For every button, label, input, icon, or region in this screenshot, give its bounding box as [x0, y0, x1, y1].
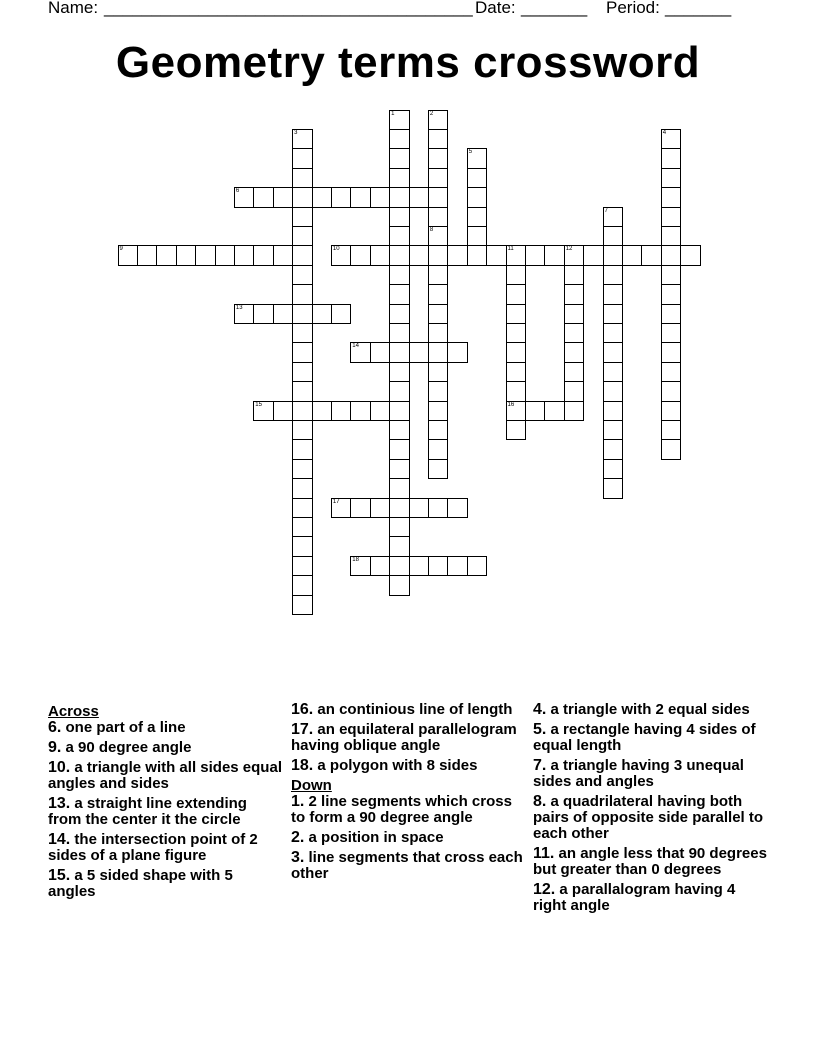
- crossword-cell[interactable]: [467, 226, 488, 247]
- crossword-cell[interactable]: [389, 148, 410, 169]
- clue-item-text: 2 line segments which cross to form a 90 degree angle: [291, 793, 512, 826]
- clue-number: 8: [429, 226, 434, 233]
- crossword-cell[interactable]: [292, 556, 313, 577]
- clue-item-text: a triangle having 3 unequal sides and angles: [533, 757, 744, 790]
- clues-column-1: [48, 702, 284, 904]
- crossword-cell[interactable]: [409, 187, 430, 208]
- crossword-cell[interactable]: [603, 478, 624, 499]
- clue-item-number: 17.: [291, 721, 314, 739]
- clue-number: 1: [391, 110, 395, 117]
- crossword-cell[interactable]: [661, 401, 682, 422]
- clue-item-number: 16.: [291, 701, 314, 718]
- crossword-cell[interactable]: [428, 439, 449, 460]
- crossword-cell[interactable]: [331, 187, 352, 208]
- crossword-cell[interactable]: [603, 323, 624, 344]
- crossword-cell[interactable]: [389, 459, 410, 480]
- crossword-cell[interactable]: [428, 110, 449, 131]
- crossword-cell[interactable]: [350, 342, 371, 363]
- clue-item: [48, 720, 284, 736]
- crossword-cell[interactable]: [506, 420, 527, 441]
- clue-item: [533, 722, 769, 754]
- crossword-cell[interactable]: [292, 420, 313, 441]
- crossword-cell[interactable]: [389, 401, 410, 422]
- crossword-cell[interactable]: [603, 207, 624, 228]
- crossword-cell[interactable]: [253, 304, 274, 325]
- clue-number: 12: [565, 246, 573, 253]
- clue-item-text: an equilateral parallelogram having oblique angle: [291, 721, 517, 754]
- clue-number: 15: [255, 401, 262, 408]
- crossword-cell[interactable]: [389, 265, 410, 286]
- crossword-cell[interactable]: [428, 187, 449, 208]
- crossword-cell[interactable]: [389, 342, 410, 363]
- crossword-cell[interactable]: [389, 245, 410, 266]
- crossword-cell[interactable]: [447, 498, 468, 519]
- crossword-cell[interactable]: [292, 595, 313, 616]
- crossword-cell[interactable]: [506, 245, 527, 266]
- crossword-cell[interactable]: [564, 284, 585, 305]
- across-heading: Across: [48, 703, 99, 720]
- clue-item-text: the intersection point of 2 sides of a plane figure: [48, 831, 258, 864]
- crossword-cell[interactable]: [292, 226, 313, 247]
- crossword-cell[interactable]: [389, 226, 410, 247]
- page-title: Geometry terms crossword: [115, 38, 701, 87]
- crossword-cell[interactable]: [603, 265, 624, 286]
- clue-item-number: 14.: [48, 831, 71, 849]
- crossword-cell[interactable]: [292, 401, 313, 422]
- clue-number: 14: [352, 343, 359, 350]
- crossword-cell[interactable]: [428, 381, 449, 402]
- crossword-cell[interactable]: [428, 323, 449, 344]
- crossword-cell[interactable]: [292, 575, 313, 596]
- crossword-cell[interactable]: [564, 381, 585, 402]
- crossword-cell[interactable]: [176, 245, 197, 266]
- crossword-cell[interactable]: [447, 245, 468, 266]
- clue-item-number: 3.: [291, 849, 305, 867]
- clue-item: [48, 832, 284, 864]
- crossword-cell[interactable]: [389, 207, 410, 228]
- crossword-cell[interactable]: [292, 536, 313, 557]
- crossword-cell[interactable]: [389, 439, 410, 460]
- crossword-cell[interactable]: [331, 498, 352, 519]
- crossword-cell[interactable]: [273, 187, 294, 208]
- clue-item-number: 8.: [533, 793, 547, 811]
- crossword-cell[interactable]: [428, 129, 449, 150]
- crossword-cell[interactable]: [661, 304, 682, 325]
- crossword-cell[interactable]: [506, 381, 527, 402]
- clue-item: [291, 722, 527, 754]
- crossword-cell[interactable]: [564, 401, 585, 422]
- crossword-cell[interactable]: [389, 168, 410, 189]
- crossword-cell[interactable]: [428, 556, 449, 577]
- clue-item-number: 9.: [48, 738, 62, 756]
- crossword-cell[interactable]: [389, 187, 410, 208]
- crossword-cell[interactable]: [389, 381, 410, 402]
- clue-item-number: 7.: [533, 757, 547, 775]
- crossword-cell[interactable]: [292, 245, 313, 266]
- crossword-cell[interactable]: [428, 148, 449, 169]
- clue-item: [533, 882, 769, 914]
- clue-item-text: a 90 degree angle: [65, 738, 192, 756]
- clue-item: [291, 794, 527, 826]
- crossword-cell[interactable]: [603, 245, 624, 266]
- crossword-cell[interactable]: [428, 401, 449, 422]
- crossword-cell[interactable]: [506, 284, 527, 305]
- clue-item-number: 11.: [533, 844, 555, 862]
- clue-item: [48, 868, 284, 900]
- crossword-cell[interactable]: [583, 245, 604, 266]
- date-field[interactable]: _______: [521, 0, 588, 17]
- crossword-cell[interactable]: [350, 245, 371, 266]
- crossword-cell[interactable]: [428, 498, 449, 519]
- crossword-cell[interactable]: [292, 284, 313, 305]
- crossword-cell[interactable]: [564, 245, 585, 266]
- crossword-cell[interactable]: [292, 498, 313, 519]
- crossword-cell[interactable]: [544, 401, 565, 422]
- crossword-cell[interactable]: [564, 265, 585, 286]
- clue-number: 16: [507, 401, 515, 408]
- crossword-cell[interactable]: [292, 478, 313, 499]
- crossword-cell[interactable]: [292, 129, 313, 150]
- crossword-cell[interactable]: [603, 226, 624, 247]
- crossword-cell[interactable]: [389, 284, 410, 305]
- crossword-cell[interactable]: [680, 245, 701, 266]
- clue-item-text: an angle less that 90 degrees but greater than 0 degrees: [533, 844, 767, 878]
- clue-item-text: a 5 sided shape with 5 angles: [48, 867, 233, 900]
- crossword-cell[interactable]: [273, 304, 294, 325]
- clue-item: [291, 702, 527, 718]
- crossword-cell[interactable]: [195, 245, 216, 266]
- crossword-cell[interactable]: [350, 401, 371, 422]
- crossword-cell[interactable]: [428, 207, 449, 228]
- clue-item-text: a triangle with all sides equal angles and sides: [48, 759, 282, 792]
- name-label: Name:: [48, 0, 99, 17]
- crossword-cell[interactable]: [428, 304, 449, 325]
- name-field[interactable]: _______________________________________: [104, 0, 473, 17]
- clue-item-text: a parallalogram having 4 right angle: [533, 880, 736, 914]
- clue-item-number: 4.: [533, 701, 547, 718]
- crossword-cell[interactable]: [292, 168, 313, 189]
- period-field[interactable]: _______: [665, 0, 732, 17]
- crossword-cell[interactable]: [350, 498, 371, 519]
- crossword-cell[interactable]: [292, 381, 313, 402]
- crossword-cell[interactable]: [234, 187, 255, 208]
- clue-item-text: line segments that cross each other: [291, 849, 523, 883]
- clue-item: [48, 740, 284, 756]
- crossword-cell[interactable]: [467, 187, 488, 208]
- crossword-cell[interactable]: [661, 187, 682, 208]
- crossword-cell[interactable]: [603, 420, 624, 441]
- crossword-cell[interactable]: [661, 168, 682, 189]
- crossword-cell[interactable]: [389, 420, 410, 441]
- crossword-cell[interactable]: [253, 245, 274, 266]
- crossword-cell[interactable]: [661, 207, 682, 228]
- clue-number: 17: [332, 498, 340, 505]
- clue-number: 6: [235, 188, 240, 195]
- clue-item-text: a quadrilateral having both pairs of opposite side parallel to each other: [533, 793, 764, 842]
- crossword-cell[interactable]: [331, 401, 352, 422]
- clue-item-number: 12.: [533, 880, 556, 898]
- crossword-cell[interactable]: [234, 245, 255, 266]
- crossword-cell[interactable]: [389, 129, 410, 150]
- clue-item-number: 2.: [291, 829, 305, 847]
- clue-item-text: a triangle with 2 equal sides: [550, 701, 750, 718]
- clue-item: [48, 796, 284, 828]
- crossword-cell[interactable]: [641, 245, 662, 266]
- crossword-cell[interactable]: [506, 401, 527, 422]
- clue-item-text: one part of a line: [65, 718, 186, 736]
- crossword-cell[interactable]: [603, 342, 624, 363]
- crossword-cell[interactable]: [506, 265, 527, 286]
- crossword-cell[interactable]: [467, 207, 488, 228]
- crossword-cell[interactable]: [370, 187, 391, 208]
- crossword-cell[interactable]: [603, 459, 624, 480]
- clue-number: 4: [662, 129, 667, 136]
- clue-item: [533, 758, 769, 790]
- clue-item-text: a straight line extending from the center it the circle: [48, 795, 247, 828]
- crossword-cell[interactable]: [389, 575, 410, 596]
- crossword-cell[interactable]: [292, 459, 313, 480]
- clue-item: [533, 794, 769, 841]
- crossword-cell[interactable]: [292, 207, 313, 228]
- crossword-cell[interactable]: [428, 265, 449, 286]
- crossword-cell[interactable]: [331, 304, 352, 325]
- clue-number: 3: [294, 129, 298, 136]
- clue-item-number: 13.: [48, 795, 71, 813]
- crossword-cell[interactable]: [467, 245, 488, 266]
- crossword-cell[interactable]: [428, 226, 449, 247]
- crossword-cell[interactable]: [331, 245, 352, 266]
- crossword-cell[interactable]: [370, 245, 391, 266]
- crossword-cell[interactable]: [312, 304, 333, 325]
- down-heading: Down: [291, 777, 332, 795]
- crossword-cell[interactable]: [234, 304, 255, 325]
- date-label: Date:: [475, 0, 516, 17]
- crossword-cell[interactable]: [370, 498, 391, 519]
- clues-column-2: [291, 702, 527, 886]
- crossword-cell[interactable]: [370, 342, 391, 363]
- crossword-cell[interactable]: [564, 304, 585, 325]
- crossword-cell[interactable]: [506, 362, 527, 383]
- crossword-cell[interactable]: [603, 362, 624, 383]
- crossword-cell[interactable]: [661, 439, 682, 460]
- clue-item-text: an continious line of length: [317, 701, 513, 718]
- crossword-cell[interactable]: [447, 342, 468, 363]
- crossword-cell[interactable]: [409, 498, 430, 519]
- crossword-cell[interactable]: [564, 323, 585, 344]
- crossword-cell[interactable]: [661, 342, 682, 363]
- clue-item: [291, 850, 527, 882]
- crossword-cell[interactable]: [661, 129, 682, 150]
- crossword-cell[interactable]: [467, 148, 488, 169]
- crossword-cell[interactable]: [273, 245, 294, 266]
- crossword-cell[interactable]: [506, 304, 527, 325]
- crossword-cell[interactable]: [215, 245, 236, 266]
- crossword-cell[interactable]: [447, 556, 468, 577]
- crossword-cell[interactable]: [292, 265, 313, 286]
- crossword-cell[interactable]: [661, 265, 682, 286]
- crossword-cell[interactable]: [661, 381, 682, 402]
- crossword-cell[interactable]: [428, 245, 449, 266]
- crossword-cell[interactable]: [370, 556, 391, 577]
- clue-item-text: a position in space: [308, 829, 444, 847]
- crossword-cell[interactable]: [253, 187, 274, 208]
- crossword-cell[interactable]: [350, 556, 371, 577]
- crossword-cell[interactable]: [603, 304, 624, 325]
- crossword-cell[interactable]: [661, 323, 682, 344]
- crossword-cell[interactable]: [428, 459, 449, 480]
- crossword-cell[interactable]: [389, 498, 410, 519]
- crossword-cell[interactable]: [253, 401, 274, 422]
- crossword-cell[interactable]: [137, 245, 158, 266]
- crossword-cell[interactable]: [603, 439, 624, 460]
- crossword-cell[interactable]: [389, 478, 410, 499]
- crossword-cell[interactable]: [603, 284, 624, 305]
- crossword-cell[interactable]: [428, 362, 449, 383]
- clue-number: 5: [468, 149, 473, 156]
- crossword-cell[interactable]: [661, 420, 682, 441]
- crossword-cell[interactable]: [506, 323, 527, 344]
- crossword-cell[interactable]: [661, 245, 682, 266]
- clue-item-text: a polygon with 8 sides: [317, 757, 478, 775]
- crossword-cell[interactable]: [292, 362, 313, 383]
- period-label: Period:: [606, 0, 660, 17]
- crossword-cell[interactable]: [467, 556, 488, 577]
- crossword-cell[interactable]: [292, 187, 313, 208]
- crossword-cell[interactable]: [389, 517, 410, 538]
- clue-number: 13: [235, 304, 243, 311]
- crossword-cell[interactable]: [428, 420, 449, 441]
- crossword-cell[interactable]: [661, 226, 682, 247]
- clue-item-number: 1.: [291, 793, 305, 811]
- crossword-cell[interactable]: [292, 323, 313, 344]
- crossword-cell[interactable]: [292, 517, 313, 538]
- crossword-cell[interactable]: [350, 187, 371, 208]
- clue-item-number: 5.: [533, 721, 547, 739]
- crossword-cell[interactable]: [564, 362, 585, 383]
- crossword-cell[interactable]: [428, 342, 449, 363]
- clue-item-text: a rectangle having 4 sides of equal length: [533, 721, 756, 754]
- clue-item: [48, 760, 284, 792]
- crossword-cell[interactable]: [428, 284, 449, 305]
- clue-number: 11: [507, 246, 514, 253]
- crossword-cell[interactable]: [118, 245, 139, 266]
- crossword-cell[interactable]: [506, 342, 527, 363]
- clue-item-number: 10.: [48, 759, 71, 777]
- clue-item: [533, 702, 769, 718]
- crossword-cell[interactable]: [409, 245, 430, 266]
- clue-item-number: 15.: [48, 867, 71, 885]
- crossword-cell[interactable]: [525, 401, 546, 422]
- crossword-cell[interactable]: [389, 304, 410, 325]
- crossword-cell[interactable]: [273, 401, 294, 422]
- crossword-cell[interactable]: [292, 304, 313, 325]
- clue-number: 2: [429, 110, 434, 117]
- clues-column-3: [533, 702, 769, 918]
- crossword-cell[interactable]: [525, 245, 546, 266]
- crossword-cell[interactable]: [467, 168, 488, 189]
- crossword-cell[interactable]: [428, 168, 449, 189]
- crossword-cell[interactable]: [370, 401, 391, 422]
- clue-item: [533, 846, 769, 878]
- clue-item-number: 18.: [291, 757, 314, 775]
- clue-number: 18: [352, 556, 359, 563]
- crossword-cell[interactable]: [603, 401, 624, 422]
- crossword-cell[interactable]: [292, 439, 313, 460]
- crossword-cell[interactable]: [564, 342, 585, 363]
- clue-number: 7: [604, 207, 608, 214]
- crossword-cell[interactable]: [409, 342, 430, 363]
- crossword-cell[interactable]: [661, 284, 682, 305]
- crossword-cell[interactable]: [292, 148, 313, 169]
- crossword-cell[interactable]: [389, 536, 410, 557]
- clue-item: [291, 830, 527, 846]
- clue-item: [291, 758, 527, 774]
- crossword-cell[interactable]: [409, 556, 430, 577]
- crossword-cell[interactable]: [389, 556, 410, 577]
- crossword-cell[interactable]: [389, 362, 410, 383]
- crossword-cell[interactable]: [389, 323, 410, 344]
- clue-item-number: 6.: [48, 718, 62, 736]
- crossword-cell[interactable]: [312, 187, 333, 208]
- crossword-cell[interactable]: [622, 245, 643, 266]
- crossword-cell[interactable]: [312, 401, 333, 422]
- clue-number: 10: [332, 246, 340, 253]
- crossword-cell[interactable]: [661, 362, 682, 383]
- crossword-cell[interactable]: [544, 245, 565, 266]
- crossword-cell[interactable]: [603, 381, 624, 402]
- clue-number: 9: [119, 246, 123, 253]
- crossword-cell[interactable]: [661, 148, 682, 169]
- crossword-cell[interactable]: [389, 110, 410, 131]
- crossword-cell[interactable]: [156, 245, 177, 266]
- crossword-cell[interactable]: [292, 342, 313, 363]
- crossword-cell[interactable]: [486, 245, 507, 266]
